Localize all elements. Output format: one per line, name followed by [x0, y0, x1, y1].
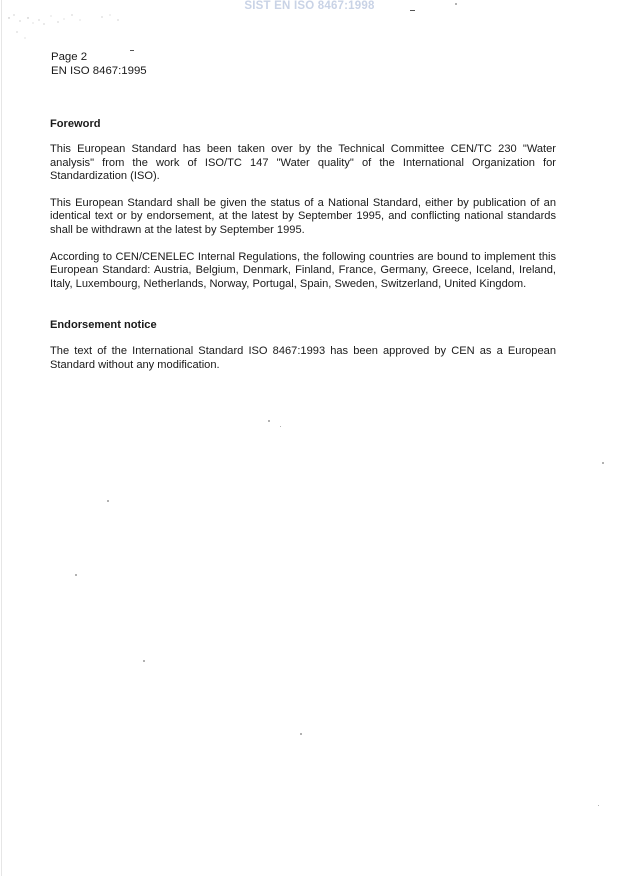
- standard-reference: EN ISO 8467:1995: [51, 65, 147, 77]
- scan-speck: [107, 500, 109, 502]
- scan-speck: [602, 462, 604, 464]
- page-edge-rule: [1, 0, 2, 876]
- foreword-heading: Foreword: [50, 118, 101, 130]
- foreword-paragraph-2: This European Standard shall be given the status of a National Standard, either by publication of an identical text or by endorsement, at the latest by September 1995, and conflicting national standards shall be withdrawn at the latest by September 1995.: [50, 196, 556, 236]
- scan-noise-marks: [6, 12, 126, 42]
- endorsement-paragraph: The text of the International Standard ISO 8467:1993 has been approved by CEN as a European Standard without any modification.: [50, 345, 556, 371]
- scan-speck: [300, 733, 302, 735]
- document-watermark: SIST EN ISO 8467:1998: [244, 0, 375, 12]
- page-number: Page 2: [51, 51, 88, 63]
- scan-speck: [268, 420, 270, 422]
- foreword-paragraph-3: According to CEN/CENELEC Internal Regulations, the following countries are bound to implement this European Standard: Austria, Belgium, Denmark, Finland, France, Germany, Greece, Iceland, Ireland, Italy, Luxembourg, Netherlands, Norway, Portugal, Spain, Sweden, Switzerland, United Kingdom.: [50, 250, 556, 290]
- scan-speck: [598, 805, 599, 806]
- scan-dash-top: [410, 10, 415, 11]
- scan-speck: [75, 574, 77, 576]
- endorsement-heading: Endorsement notice: [50, 319, 157, 332]
- scan-speck: [455, 3, 457, 5]
- foreword-paragraph-1: This European Standard has been taken over by the Technical Committee CEN/TC 230 "Water analysis" from the work of ISO/TC 147 "Water quality" of the International Organization for Standardization (ISO).: [50, 143, 556, 183]
- page-header: [51, 50, 147, 78]
- document-body: [50, 117, 556, 373]
- scan-speck: [143, 660, 145, 662]
- scan-speck: [280, 426, 281, 427]
